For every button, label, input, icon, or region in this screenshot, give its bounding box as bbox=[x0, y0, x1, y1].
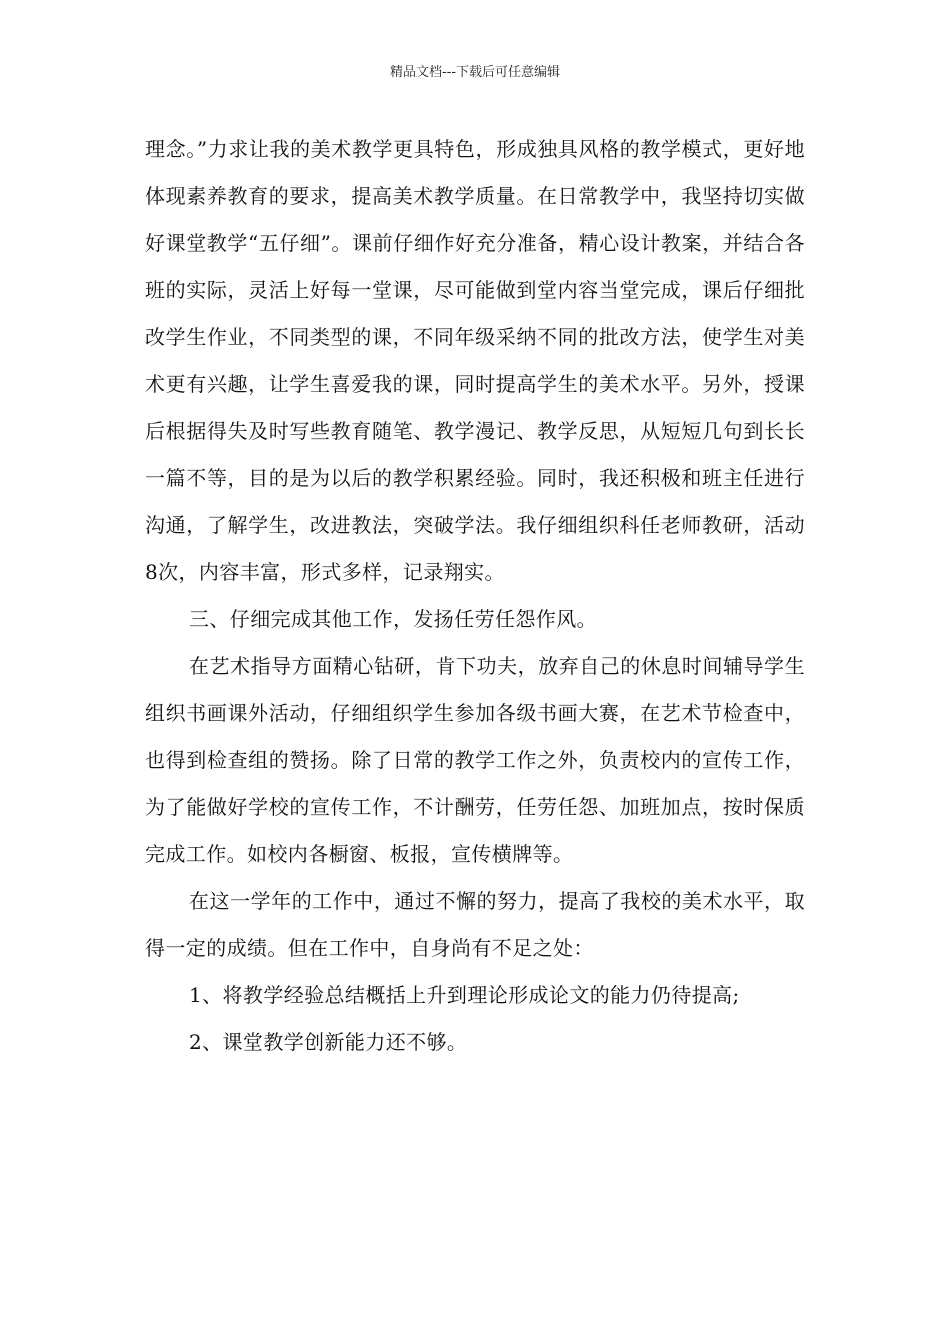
page-header: 精品文档---下载后可任意编辑 bbox=[389, 65, 561, 80]
list-item-shortcoming-2: 2、课堂教学创新能力还不够。 bbox=[189, 1030, 468, 1054]
document-body bbox=[145, 126, 805, 1066]
paragraph-teaching-philosophy: 理念。”力求让我的美术教学更具特色，形成独具风格的教学模式，更好地体现素养教育的要求，提高美术教学质量。在日常教学中，我坚持切实做好课堂教学“五仔细”。课前仔细作好充分准备，精心设计教案，并结合各班的实际，灵活上好每一堂课，尽可能做到堂内容当堂完成，课后仔细批改学生作业，不同类型的课，不同年级采纳不同的批改方法，使学生对美术更有兴趣，让学生喜爱我的课，同时提高学生的美术水平。另外，授课后根据得失及时写些教育随笔、教学漫记、教学反思，从短短几句到长长一篇不等，目的是为以后的教学积累经验。同时，我还积极和班主任进行沟通，了解学生，改进教法，突破学法。我仔细组织科任老师教研，活动8次，内容丰富，形式多样，记录翔实。 bbox=[145, 137, 805, 584]
paragraph-art-guidance: 在艺术指导方面精心钻研，肯下功夫，放弃自己的休息时间辅导学生组织书画课外活动，仔细组织学生参加各级书画大赛，在艺术节检查中，也得到检查组的赞扬。除了日常的教学工作之外，负责校内的宣传工作，为了能做好学校的宣传工作，不计酬劳，任劳任怨、加班加点，按时保质完成工作。如校内各橱窗、板报，宣传横牌等。 bbox=[145, 654, 805, 866]
section-heading-other-work: 三、仔细完成其他工作，发扬任劳任怨作风。 bbox=[189, 607, 597, 631]
paragraph-summary: 在这一学年的工作中，通过不懈的努力，提高了我校的美术水平，取得一定的成绩。但在工作中，自身尚有不足之处： bbox=[145, 889, 805, 960]
list-item-shortcoming-1: 1、将教学经验总结概括上升到理论形成论文的能力仍待提高; bbox=[189, 983, 740, 1007]
